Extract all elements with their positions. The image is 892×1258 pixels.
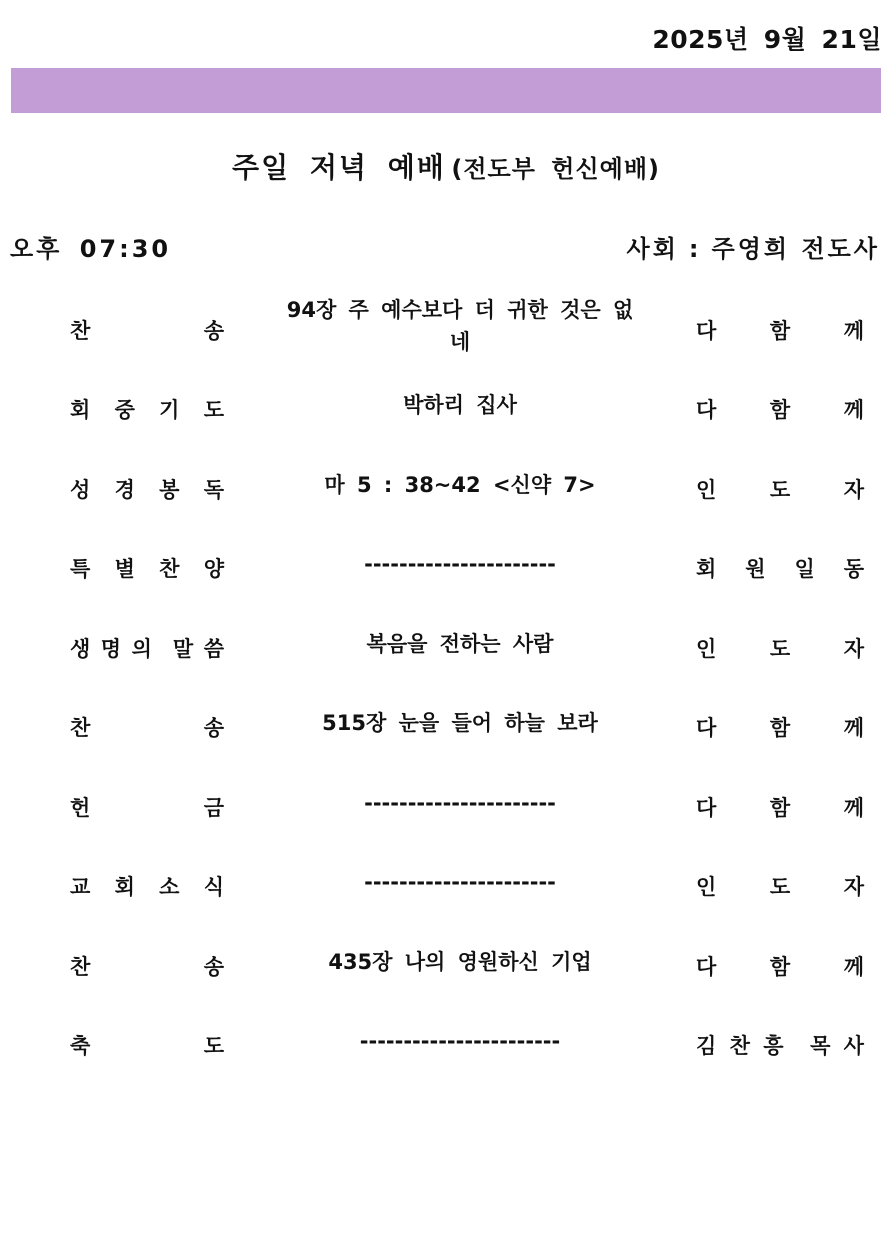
order-row (0, 529, 892, 609)
order-leader-char: 도 (769, 477, 791, 502)
order-item-description: 박하리 집사 (403, 393, 517, 418)
order-item-char: 송 (203, 954, 224, 979)
order-item-name (70, 1006, 224, 1086)
order-item-name (70, 370, 224, 450)
order-item-name (70, 449, 224, 529)
order-leader-char: 함 (769, 398, 791, 423)
order-row (0, 767, 892, 847)
order-item-char: 의 (131, 636, 152, 661)
order-item-name (70, 529, 224, 609)
order-row (0, 926, 892, 1006)
order-item-description: 마 5 : 38~42 <신약 7> (324, 472, 596, 497)
order-item-char: 찬 (70, 716, 91, 741)
order-item-leader (696, 529, 864, 609)
order-item-leader (696, 290, 864, 370)
order-item-leader (696, 608, 864, 688)
order-leader-char: 께 (843, 795, 864, 820)
order-item-name (70, 847, 224, 927)
order-item-char: 생 (70, 636, 91, 661)
order-item-char: 찬 (159, 557, 180, 582)
order-item-description: 435장 나의 영원하신 기업 (328, 949, 592, 974)
order-item-char: 양 (203, 557, 224, 582)
order-item-char: 송 (203, 318, 224, 343)
order-item-char: 금 (203, 795, 224, 820)
order-leader-char: 사 (843, 1034, 864, 1059)
order-item-name (70, 688, 224, 768)
order-item-leader (696, 847, 864, 927)
order-leader-char: 흥 (763, 1034, 784, 1059)
order-item-char: 축 (70, 1034, 91, 1059)
order-item-description: ----------------------- (359, 1029, 561, 1054)
order-leader-char: 도 (769, 875, 791, 900)
order-row (0, 608, 892, 688)
order-leader-char: 김 (696, 1034, 717, 1059)
order-item-char: 명 (100, 636, 122, 661)
order-item-char: 성 (70, 477, 91, 502)
order-item-char: 찬 (70, 954, 91, 979)
order-item-char: 송 (203, 716, 224, 741)
order-item-char: 소 (159, 875, 180, 900)
presider-label: 사회 (626, 235, 679, 263)
order-item-description: 94장 주 예수보다 더 귀한 것은 없네 (286, 297, 634, 354)
order-leader-char: 께 (843, 398, 864, 423)
header-color-band (11, 68, 881, 113)
order-item-name (70, 926, 224, 1006)
order-leader-char: 함 (769, 954, 791, 979)
order-leader-char: 함 (769, 318, 791, 343)
order-row (0, 1006, 892, 1086)
order-item-description: 515장 눈을 들어 하늘 보라 (322, 711, 598, 736)
order-item-char: 기 (159, 398, 180, 423)
order-item-leader (696, 370, 864, 450)
bulletin-date: 2025년 9월 21일 (652, 25, 882, 54)
service-title-main: 주일 저녁 예배 (232, 151, 446, 184)
order-item-leader (696, 926, 864, 1006)
order-item-name (70, 290, 224, 370)
order-leader-char: 인 (696, 636, 717, 661)
presider-separator: : (688, 235, 702, 263)
order-of-worship (0, 290, 892, 1085)
order-leader-char: 다 (696, 318, 717, 343)
order-item-description: ---------------------- (364, 870, 556, 895)
order-item-name (70, 767, 224, 847)
order-item-char: 특 (70, 557, 91, 582)
order-row (0, 847, 892, 927)
order-item-char: 말 (172, 636, 194, 661)
order-leader-char: 회 (696, 557, 717, 582)
order-item-leader (696, 449, 864, 529)
order-item-description: ---------------------- (364, 790, 556, 815)
order-item-description: ---------------------- (364, 552, 556, 577)
order-leader-char: 께 (843, 954, 864, 979)
order-item-char: 별 (114, 557, 135, 582)
order-item-char: 독 (203, 477, 224, 502)
order-item-leader (696, 1006, 864, 1086)
service-time: 오후 07:30 (10, 235, 172, 263)
order-item-leader (696, 767, 864, 847)
order-leader-char: 께 (843, 318, 864, 343)
order-leader-char: 다 (696, 398, 717, 423)
order-item-char: 헌 (70, 795, 91, 820)
presider-name: 주영희 전도사 (711, 235, 880, 263)
order-item-char: 봉 (159, 477, 180, 502)
order-row (0, 370, 892, 450)
order-leader-char: 다 (696, 954, 717, 979)
order-item-char: 교 (70, 875, 91, 900)
order-item-char: 회 (70, 398, 91, 423)
order-leader-char: 자 (843, 875, 864, 900)
service-title-sub: (전도부 헌신예배) (451, 155, 660, 183)
order-item-leader (696, 688, 864, 768)
order-item-char: 도 (203, 398, 224, 423)
order-item-char: 회 (114, 875, 135, 900)
order-leader-char: 인 (696, 875, 717, 900)
order-row (0, 688, 892, 768)
order-item-char: 식 (203, 875, 224, 900)
order-leader-char: 원 (745, 557, 766, 582)
service-title (0, 146, 892, 186)
order-leader-char: 도 (769, 636, 791, 661)
order-leader-char: 함 (769, 716, 791, 741)
order-leader-char: 동 (843, 557, 864, 582)
order-item-char: 도 (203, 1034, 224, 1059)
order-item-char: 찬 (70, 318, 91, 343)
order-row (0, 290, 892, 370)
order-leader-char: 께 (843, 716, 864, 741)
order-leader-char: 자 (843, 636, 864, 661)
order-leader-char: 일 (794, 557, 815, 582)
order-leader-char: 다 (696, 795, 717, 820)
order-leader-char: 함 (769, 795, 791, 820)
order-leader-char: 목 (810, 1034, 831, 1059)
order-row (0, 449, 892, 529)
order-item-char: 경 (114, 477, 135, 502)
presider (627, 229, 880, 264)
order-item-char: 중 (114, 398, 135, 423)
order-leader-char: 인 (696, 477, 717, 502)
order-leader-char: 찬 (729, 1034, 750, 1059)
order-leader-char: 다 (696, 716, 717, 741)
order-item-name (70, 608, 224, 688)
order-item-description: 복음을 전하는 사람 (366, 631, 554, 656)
order-item-char: 씀 (203, 636, 224, 661)
order-leader-char: 자 (843, 477, 864, 502)
